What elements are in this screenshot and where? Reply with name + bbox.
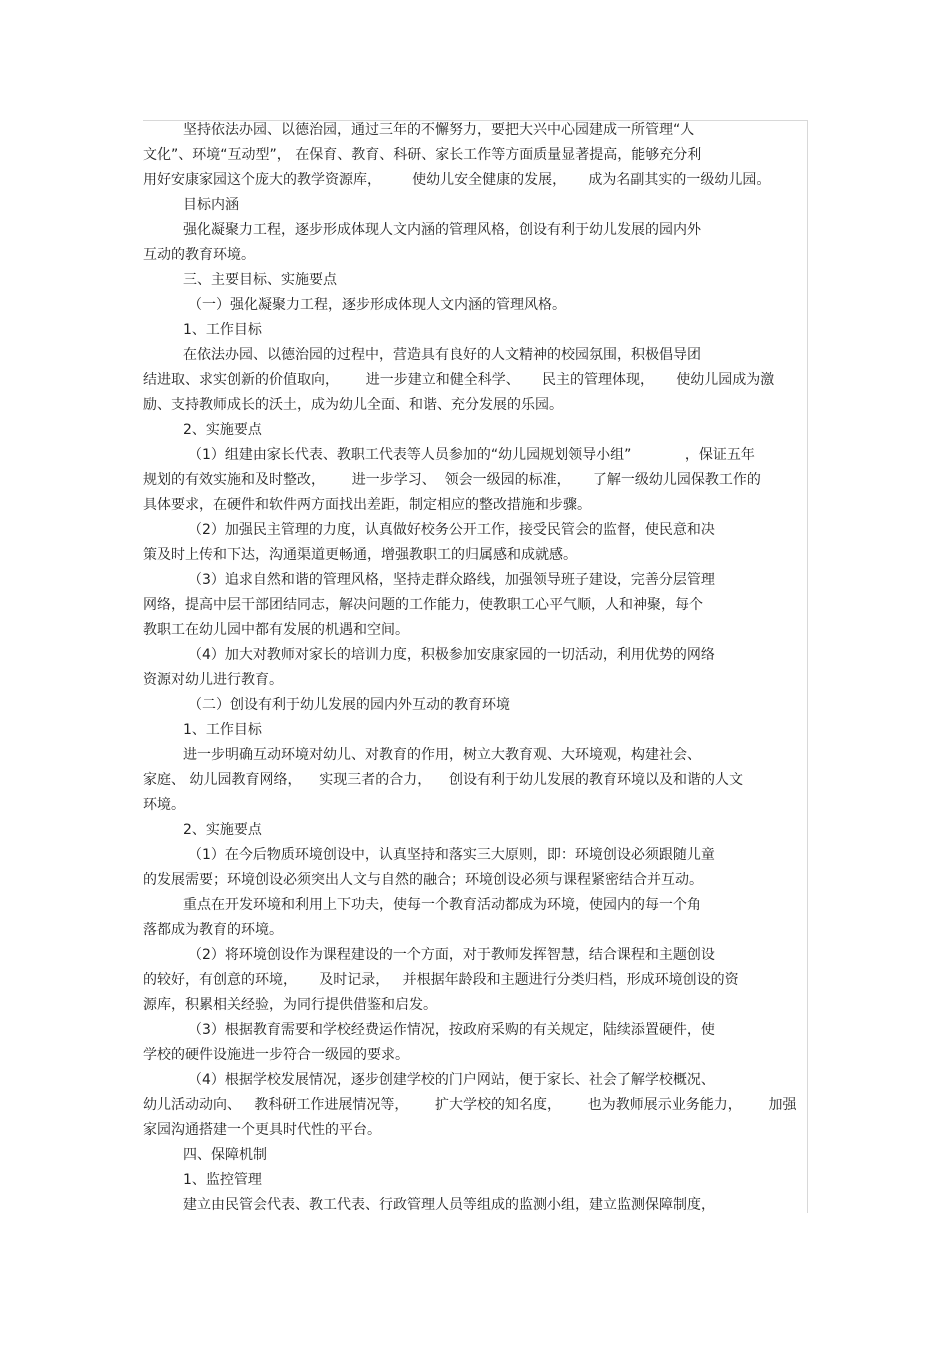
paragraph-line: 网络，提高中层干部团结同志，解决问题的工作能力，使教职工心平气顺，人和神聚，每个 (143, 597, 703, 613)
paragraph-line: 重点在开发环境和利用上下功夫，使每一个教育活动都成为环境，使园内的每一个角 (183, 897, 701, 913)
section-heading: （二）创设有利于幼儿发展的园内外互动的教育环境 (188, 697, 510, 713)
paragraph-line: 建立由民管会代表、教工代表、行政管理人员等组成的监测小组，建立监测保障制度， (183, 1197, 715, 1213)
section-heading: 2、实施要点 (183, 822, 262, 838)
paragraph-line: 家园沟通搭建一个更具时代性的平台。 (143, 1122, 381, 1138)
paragraph-line: 资源对幼儿进行教育。 (143, 672, 283, 688)
paragraph-line: （4）加大对教师对家长的培训力度，积极参加安康家园的一切活动，利用优势的网络 (188, 647, 715, 663)
paragraph-line: （4）根据学校发展情况，逐步创建学校的门户网站，便于家长、社会了解学校概况、 (188, 1072, 715, 1088)
paragraph-line: 具体要求，在硬件和软件两方面找出差距，制定相应的整改措施和步骤。 (143, 497, 591, 513)
paragraph-line: 坚持依法办园、以德治园，通过三年的不懈努力，要把大兴中心园建成一所管理“人 (183, 122, 695, 138)
section-heading: （一）强化凝聚力工程，逐步形成体现人文内涵的管理风格。 (188, 297, 566, 313)
paragraph-line: 励、支持教师成长的沃土，成为幼儿全面、和谐、充分发展的乐园。 (143, 397, 563, 413)
section-heading: 2、实施要点 (183, 422, 262, 438)
paragraph-line: 在依法办园、以德治园的过程中，营造具有良好的人文精神的校园氛围，积极倡导团 (183, 347, 701, 363)
paragraph-line: 落都成为教育的环境。 (143, 922, 283, 938)
paragraph-line: （2）加强民主管理的力度，认真做好校务公开工作，接受民管会的监督，使民意和决 (188, 522, 715, 538)
paragraph-line: 规划的有效实施和及时整改， 进一步学习、 领会一级园的标准， 了解一级幼儿园保教工作的 (143, 472, 761, 488)
section-heading: 目标内涵 (183, 197, 239, 213)
paragraph-line: 文化”、环境“互动型”， 在保育、教育、科研、家长工作等方面质量显著提高，能够充分利 (143, 147, 702, 163)
paragraph-line: （3）根据教育需要和学校经费运作情况，按政府采购的有关规定，陆续添置硬件，使 (188, 1022, 715, 1038)
section-heading: 四、保障机制 (183, 1147, 267, 1163)
paragraph-line: 进一步明确互动环境对幼儿、对教育的作用，树立大教育观、大环境观，构建社会、 (183, 747, 701, 763)
paragraph-line: 教职工在幼儿园中都有发展的机遇和空间。 (143, 622, 409, 638)
paragraph-line: （1）在今后物质环境创设中，认真坚持和落实三大原则，即：环境创设必须跟随儿童 (188, 847, 715, 863)
paragraph-line: 的发展需要；环境创设必须突出人文与自然的融合；环境创设必须与课程紧密结合并互动。 (143, 872, 703, 888)
paragraph-line: 策及时上传和下达，沟通渠道更畅通，增强教职工的归属感和成就感。 (143, 547, 577, 563)
section-heading: 三、主要目标、实施要点 (183, 272, 337, 288)
paragraph-line: 幼儿活动动向、 教科研工作进展情况等， 扩大学校的知名度， 也为教师展示业务能力， 加强 (143, 1097, 797, 1113)
paragraph-line: 家庭、 幼儿园教育网络， 实现三者的合力， 创设有利于幼儿发展的教育环境以及和谐的人文 (143, 772, 744, 788)
paragraph-line: （1）组建由家长代表、教职工代表等人员参加的“幼儿园规划领导小组” ，保证五年 (188, 447, 755, 463)
paragraph-line: （3）追求自然和谐的管理风格，坚持走群众路线，加强领导班子建设，完善分层管理 (188, 572, 715, 588)
section-heading: 1、工作目标 (183, 722, 262, 738)
paragraph-line: 学校的硬件设施进一步符合一级园的要求。 (143, 1047, 409, 1063)
section-heading: 1、监控管理 (183, 1172, 262, 1188)
paragraph-line: 强化凝聚力工程，逐步形成体现人文内涵的管理风格，创设有利于幼儿发展的园内外 (183, 222, 701, 238)
section-heading: 1、工作目标 (183, 322, 262, 338)
paragraph-line: 互动的教育环境。 (143, 247, 255, 263)
paragraph-line: 源库，积累相关经验，为同行提供借鉴和启发。 (143, 997, 437, 1013)
paragraph-line: 结进取、求实创新的价值取向， 进一步建立和健全科学、 民主的管理体现， 使幼儿园成为激 (143, 372, 775, 388)
paragraph-line: 用好安康家园这个庞大的教学资源库， 使幼儿安全健康的发展， 成为名副其实的一级幼儿园。 (143, 172, 771, 188)
paragraph-line: （2）将环境创设作为课程建设的一个方面，对于教师发挥智慧，结合课程和主题创设 (188, 947, 715, 963)
paragraph-line: 的较好，有创意的环境， 及时记录， 并根据年龄段和主题进行分类归档，形成环境创设的资 (143, 972, 739, 988)
paragraph-line: 环境。 (143, 797, 185, 813)
document-body (143, 118, 808, 1218)
